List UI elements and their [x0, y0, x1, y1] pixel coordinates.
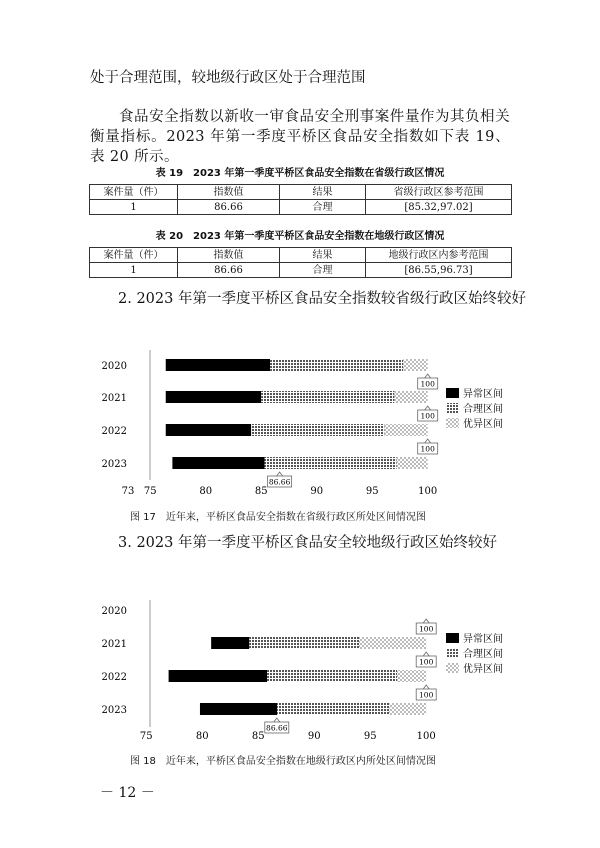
- table-19: [89, 184, 512, 215]
- callout-pointer: [425, 406, 431, 410]
- x-tick-label: 73: [121, 486, 135, 497]
- callout-label: 100: [420, 379, 435, 389]
- header-cell: 案件量（件）: [90, 248, 178, 263]
- legend-label: 异常区间: [463, 389, 503, 400]
- table-cell: 1: [90, 263, 178, 278]
- bar-reasonable: [261, 391, 394, 403]
- category-label: 2021: [101, 393, 127, 404]
- legend-label: 优异区间: [463, 419, 503, 430]
- bar-reasonable: [251, 424, 384, 436]
- category-label: 2022: [101, 672, 127, 683]
- x-tick-label: 85: [254, 486, 268, 497]
- legend-label: 优异区间: [463, 664, 503, 675]
- bar-reasonable: [265, 457, 397, 469]
- category-label: 2020: [101, 606, 127, 617]
- table-row: [90, 200, 512, 215]
- callout-pointer: [423, 619, 429, 623]
- table-cell: 86.66: [178, 200, 280, 215]
- x-tick-label: 75: [139, 731, 153, 740]
- callout-label: 86.66: [266, 723, 288, 733]
- category-label: 2022: [101, 426, 127, 437]
- bar-abnormal: [166, 391, 261, 403]
- x-tick-label: 75: [143, 486, 157, 497]
- table-cell: [85.32,97.02]: [366, 200, 512, 215]
- bar-reasonable: [270, 359, 403, 371]
- x-tick-label: 90: [310, 486, 324, 497]
- callout-label: 100: [419, 624, 434, 634]
- category-label: 2023: [101, 459, 127, 470]
- header-cell: 指数值: [178, 185, 280, 200]
- callout-pointer: [274, 718, 280, 722]
- legend-swatch-reasonable: [446, 403, 459, 413]
- table-row: [90, 263, 512, 278]
- bar-excellent: [394, 391, 427, 403]
- table-cell: 合理: [280, 200, 366, 215]
- figure-18-caption: 图 18 近年来，平桥区食品安全指数在地级行政区内所处区间情况图: [130, 756, 436, 767]
- header-cell: 指数值: [178, 248, 280, 263]
- callout-pointer: [423, 685, 429, 689]
- x-tick-label: 100: [416, 731, 436, 740]
- bar-abnormal: [166, 359, 270, 371]
- x-tick-label: 80: [195, 731, 209, 740]
- bar-excellent: [384, 424, 427, 436]
- x-tick-label: 85: [251, 731, 265, 740]
- header-cell: 案件量（件）: [90, 185, 178, 200]
- callout-label: 100: [419, 690, 434, 700]
- table-20: [89, 247, 512, 278]
- legend-label: 合理区间: [463, 404, 503, 415]
- legend-label: 合理区间: [463, 649, 503, 660]
- legend-swatch-abnormal: [446, 633, 459, 643]
- x-tick-label: 80: [199, 486, 213, 497]
- paragraph-continuation: 处于合理范围，较地级行政区处于合理范围: [90, 70, 366, 86]
- paragraph-intro: 食品安全指数以新收一审食品安全刑事案件量作为其负相关衡量指标。2023 年第一季度平桥区食品安全指数如下表 19、表 20 所示。: [90, 109, 510, 165]
- header-cell: 地级行政区内参考范围: [366, 248, 512, 263]
- bar-reasonable: [277, 703, 389, 715]
- table-header-row: [90, 248, 512, 263]
- callout-label: 86.66: [268, 477, 291, 487]
- x-tick-label: 90: [307, 731, 321, 740]
- table-cell: 86.66: [178, 263, 280, 278]
- callout-label: 100: [419, 657, 434, 667]
- x-tick-label: 95: [365, 486, 379, 497]
- table-cell: 1: [90, 200, 178, 215]
- bar-abnormal: [166, 424, 251, 436]
- chart-figure-18: [0, 595, 600, 740]
- bar-excellent: [389, 703, 426, 715]
- bar-abnormal: [211, 637, 249, 649]
- bar-excellent: [397, 670, 426, 682]
- table-cell: [86.55,96.73]: [366, 263, 512, 278]
- bar-excellent: [397, 457, 428, 469]
- table-19-caption: 表 19 2023 年第一季度平桥区食品安全指数在省级行政区情况: [155, 168, 445, 179]
- callout-label: 100: [420, 411, 435, 421]
- header-cell: 省级行政区参考范围: [366, 185, 512, 200]
- section-heading-3: 3. 2023 年第一季度平桥区食品安全较地级行政区始终较好: [118, 535, 497, 551]
- bar-excellent: [403, 359, 427, 371]
- legend-label: 异常区间: [463, 634, 503, 645]
- legend-swatch-reasonable: [446, 648, 459, 658]
- category-label: 2020: [101, 361, 127, 372]
- callout-pointer: [423, 652, 429, 656]
- figure-17-caption: 图 17 近年来，平桥区食品安全指数在省级行政区所处区间情况图: [130, 512, 426, 523]
- table-header-row: [90, 185, 512, 200]
- chart-figure-17: [0, 345, 600, 500]
- table-cell: 合理: [280, 263, 366, 278]
- table-20-caption: 表 20 2023 年第一季度平桥区食品安全指数在地级行政区情况: [155, 231, 445, 242]
- header-cell: 结果: [280, 185, 366, 200]
- callout-pointer: [425, 374, 431, 378]
- callout-label: 100: [420, 444, 435, 454]
- section-heading-2: 2. 2023 年第一季度平桥区食品安全指数较省级行政区始终较好: [118, 291, 526, 307]
- header-cell: 结果: [280, 248, 366, 263]
- page-number: － 12 －: [100, 785, 155, 801]
- category-label: 2021: [101, 639, 127, 650]
- callout-pointer: [425, 439, 431, 443]
- legend-swatch-excellent: [446, 418, 459, 428]
- category-label: 2023: [101, 705, 127, 716]
- bar-excellent: [359, 637, 426, 649]
- bar-abnormal: [200, 703, 277, 715]
- bar-reasonable: [267, 670, 397, 682]
- callout-pointer: [277, 472, 283, 476]
- legend-swatch-abnormal: [446, 388, 459, 398]
- bar-abnormal: [172, 457, 264, 469]
- bar-reasonable: [249, 637, 359, 649]
- legend-swatch-excellent: [446, 663, 459, 673]
- bar-abnormal: [169, 670, 268, 682]
- x-tick-label: 95: [363, 731, 377, 740]
- x-tick-label: 100: [418, 486, 438, 497]
